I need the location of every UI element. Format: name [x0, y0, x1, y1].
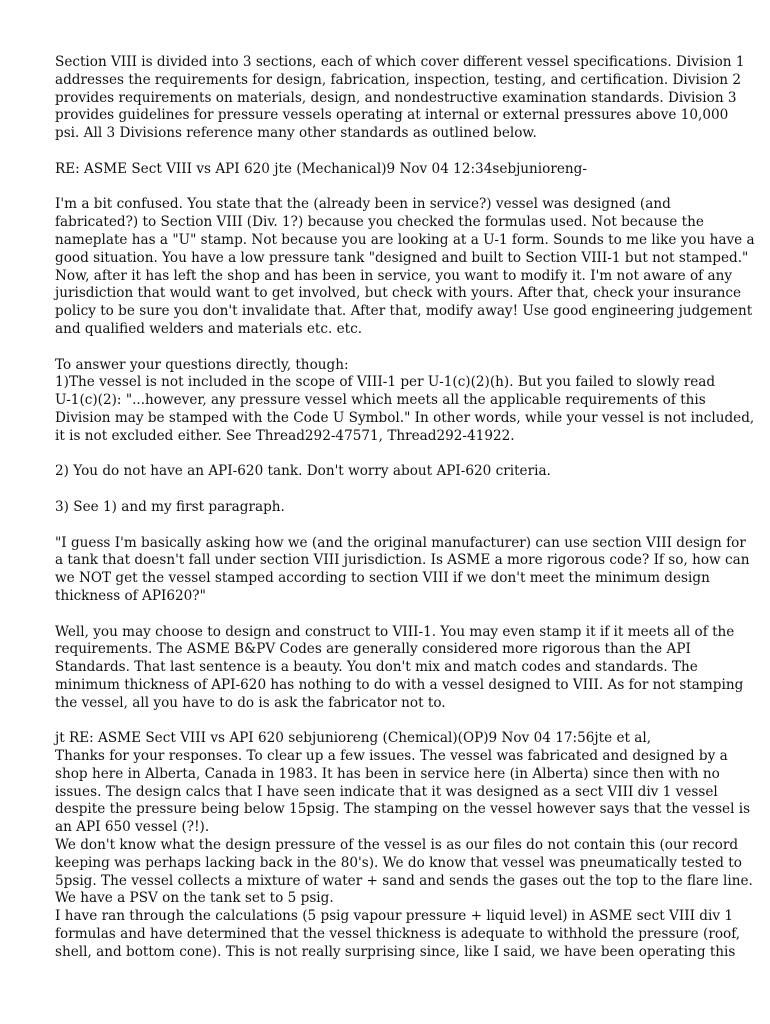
text-line: it is not excluded either. See Thread292-47571, Thread292-41922.	[55, 427, 515, 444]
paragraph-gap	[55, 481, 717, 499]
text-line: 1)The vessel is not included in the scope of VIII-1 per U-1(c)(2)(h). But you failed to slowly read	[55, 374, 716, 391]
paragraph-gap	[55, 517, 717, 535]
text-line: psi. All 3 Divisions reference many other standards as outlined below.	[55, 125, 537, 142]
text-line: 3) See 1) and my first paragraph.	[55, 498, 285, 515]
text-line: Standards. That last sentence is a beauty. You don't mix and match codes and standards. The	[55, 659, 698, 676]
text-line: shell, and bottom cone). This is not really surprising since, like I said, we have been operating this	[55, 943, 736, 960]
text-line: an API 650 vessel (?!).	[55, 819, 210, 836]
text-line: "I guess I'm basically asking how we (and the original manufacturer) can use section VIII design for	[55, 534, 746, 551]
text-line: RE: ASME Sect VIII vs API 620 jte (Mechanical)9 Nov 04 12:34sebjunioreng-	[55, 160, 587, 177]
paragraph-gap	[55, 606, 717, 624]
text-line: We have a PSV on the tank set to 5 psig.	[55, 890, 334, 907]
text-line: Now, after it has left the shop and has been in service, you want to modify it. I'm not aware of any	[55, 267, 733, 284]
paragraph-gap	[55, 446, 717, 464]
document-body	[55, 54, 755, 962]
text-line: thickness of API620?"	[55, 587, 206, 604]
text-line: We don't know what the design pressure of the vessel is as our files do not contain this (our record	[55, 837, 739, 854]
text-line: jt RE: ASME Sect VIII vs API 620 sebjunioreng (Chemical)(OP)9 Nov 04 17:56jte et al,	[55, 730, 652, 747]
text-line: provides guidelines for pressure vessels operating at internal or external pressures above 10,000	[55, 107, 729, 124]
text-line: fabricated?) to Section VIII (Div. 1?) because you checked the formulas used. Not because the	[55, 214, 704, 231]
paragraph-gap	[55, 712, 717, 730]
text-line: I have ran through the calculations (5 psig vapour pressure + liquid level) in ASME sect VIII div 1	[55, 908, 734, 925]
text-line: nameplate has a "U" stamp. Not because you are looking at a U-1 form. Sounds to me like you have a	[55, 231, 755, 248]
text-line: policy to be sure you don't invalidate that. After that, modify away! Use good engineering judgement	[55, 303, 753, 320]
paragraph-gap	[55, 179, 717, 197]
text-line: 5psig. The vessel collects a mixture of water + sand and sends the gases out the top to the flare line.	[55, 872, 753, 889]
text-line: good situation. You have a low pressure tank "designed and built to Section VIII-1 but not stamped."	[55, 249, 749, 266]
text-line: U-1(c)(2): "...however, any pressure vessel which meets all the applicable requirements of this	[55, 392, 706, 409]
text-line: we NOT get the vessel stamped according to section VIII if we don't meet the minimum design	[55, 570, 710, 587]
paragraph-gap	[55, 339, 717, 357]
text-line: keeping was perhaps lacking back in the 80's). We do know that vessel was pneumatically tested to	[55, 854, 742, 871]
text-line: minimum thickness of API-620 has nothing to do with a vessel designed to VIII. As for not stamping	[55, 676, 744, 693]
text-line: jurisdiction that would want to get involved, but check with yours. After that, check your insurance	[55, 285, 742, 302]
text-line: provides requirements on materials, design, and nondestructive examination standards. Division 3	[55, 89, 737, 106]
text-line: 2) You do not have an API-620 tank. Don't worry about API-620 criteria.	[55, 463, 551, 480]
text-line: Section VIII is divided into 3 sections, each of which cover different vessel specifications. Division 1	[55, 54, 745, 70]
document-page	[55, 54, 755, 962]
text-line: To answer your questions directly, though:	[55, 356, 349, 373]
text-line: and qualified welders and materials etc. etc.	[55, 320, 363, 337]
text-line: despite the pressure being below 15psig. The stamping on the vessel however says that the vessel is	[55, 801, 751, 818]
text-line: addresses the requirements for design, fabrication, inspection, testing, and certification. Division 2	[55, 71, 742, 88]
text-line: Well, you may choose to design and construct to VIII-1. You may even stamp it if it meets all of the	[55, 623, 735, 640]
text-line: Division may be stamped with the Code U Symbol." In other words, while your vessel is not included,	[55, 409, 755, 426]
paragraph-gap	[55, 143, 717, 161]
text-line: requirements. The ASME B&PV Codes are generally considered more rigorous than the API	[55, 641, 691, 658]
text-line: formulas and have determined that the vessel thickness is adequate to withhold the pressure (roof,	[55, 926, 741, 943]
text-line: issues. The design calcs that I have seen indicate that it was designed as a sect VIII div 1 vessel	[55, 783, 718, 800]
text-line: I'm a bit confused. You state that the (already been in service?) vessel was designed (and	[55, 196, 671, 213]
text-line: Thanks for your responses. To clear up a few issues. The vessel was fabricated and designed by a	[55, 748, 728, 765]
text-line: shop here in Alberta, Canada in 1983. It has been in service here (in Alberta) since then with no	[55, 765, 720, 782]
text-line: the vessel, all you have to do is ask the fabricator not to.	[55, 694, 446, 711]
text-line: a tank that doesn't fall under section VIII jurisdiction. Is ASME a more rigorous code? If so, how can	[55, 552, 750, 569]
